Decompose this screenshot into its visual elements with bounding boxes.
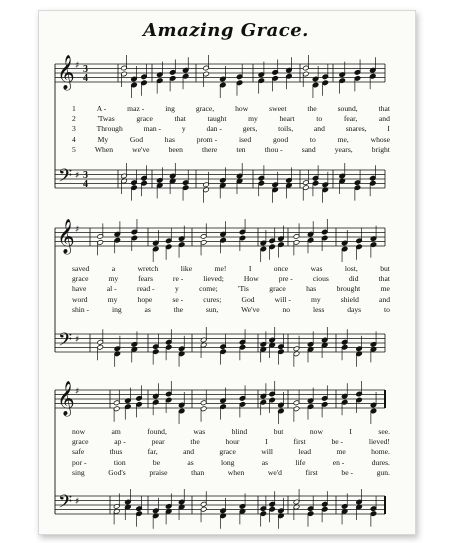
lyric-syllable: has [164, 134, 175, 144]
lyric-syllable: now [72, 427, 86, 436]
lyric-syllable: me! [214, 264, 227, 273]
time-signature: 3 [83, 170, 88, 181]
sharp-icon: ♯ [75, 225, 80, 235]
lyric-syllable: gun. [376, 467, 390, 477]
lyric-syllable: sing [72, 467, 85, 477]
lyric-syllable: life [295, 457, 306, 467]
lyric-syllable: have [72, 284, 87, 294]
lyric-syllable: the [190, 437, 200, 447]
lyric-syllable: ten [236, 144, 246, 154]
lyric-syllable: ap - [114, 437, 126, 447]
lyric-verse-line [72, 284, 390, 294]
lyric-syllable: grace, [195, 104, 215, 113]
bass-clef-icon: 𝄢 [58, 492, 73, 517]
lyric-syllable: now [309, 427, 323, 436]
lyric-syllable: a [111, 264, 116, 273]
lyric-syllable: sound, [337, 104, 358, 113]
time-signature: 3 [83, 64, 88, 75]
lyric-verse-line [72, 427, 390, 437]
lyric-syllable: God [129, 134, 143, 144]
lyric-syllable: and [379, 294, 390, 304]
lyric-syllable: cures; [203, 294, 222, 304]
lyric-syllable: My [97, 134, 109, 144]
lyric-syllable: we'd [267, 467, 282, 477]
lyric-syllable: safe [72, 447, 85, 457]
lyric-syllable: snares, [345, 124, 367, 134]
lyric-syllable: God [241, 294, 255, 304]
lyric-syllable: cious [312, 274, 329, 284]
lyric-syllable: be [152, 457, 161, 467]
sharp-icon: ♯ [75, 335, 80, 345]
lyric-syllable: dan - [206, 124, 222, 134]
lyric-syllable: to [316, 114, 323, 124]
lyric-syllable: my [107, 294, 118, 304]
lyric-syllable: 5 [72, 144, 76, 154]
lyric-syllable: and [378, 114, 390, 124]
lyric-syllable: we've [132, 144, 150, 154]
lyric-syllable: the [307, 104, 317, 113]
lyric-syllable: sun, [205, 304, 219, 314]
lyric-syllable: to [383, 304, 390, 314]
lyric-syllable: found, [147, 427, 167, 436]
lyric-syllable: to [309, 134, 316, 144]
lyric-syllable: as [261, 457, 269, 467]
lyrics-system-1 [72, 104, 390, 155]
lyric-syllable: first [305, 467, 318, 477]
lyric-syllable: will - [274, 294, 291, 304]
lyric-syllable: far, [147, 447, 158, 457]
lyric-syllable: hour [225, 437, 240, 447]
lyric-syllable: se - [172, 294, 184, 304]
lyric-syllable: 1 [72, 104, 76, 113]
lyric-syllable: long [220, 457, 235, 467]
sharp-icon: ♯ [75, 497, 80, 507]
lyric-verse-line [72, 295, 390, 305]
lyric-syllable: prom - [196, 134, 218, 144]
lyric-syllable: toils, [278, 124, 294, 134]
lyric-syllable: hope [137, 294, 153, 304]
lyric-syllable: but [380, 264, 390, 273]
lyric-verse-line [72, 145, 390, 155]
lyric-syllable: pear [151, 437, 165, 447]
lyric-syllable: when [227, 467, 245, 477]
lyric-syllable: years, [334, 144, 353, 154]
lyric-syllable: I [387, 124, 390, 134]
lyric-verse-line [72, 468, 390, 478]
sharp-icon: ♯ [75, 61, 80, 71]
lyric-syllable: me, [337, 134, 349, 144]
lyric-syllable: there [202, 144, 218, 154]
lyric-verse-line [72, 458, 390, 468]
lyric-verse-line [72, 135, 390, 145]
lyric-syllable: lieved; [203, 274, 224, 284]
lyric-syllable: as [144, 304, 151, 314]
lyric-syllable: less [312, 304, 325, 314]
lyric-syllable: the [173, 304, 183, 314]
lyric-syllable: and [313, 124, 325, 134]
lyric-syllable: dures. [371, 457, 390, 467]
lyric-syllable: lead [298, 447, 312, 457]
lyric-syllable: read - [137, 284, 155, 294]
lyric-syllable: good [272, 134, 289, 144]
lyric-syllable: once [273, 264, 289, 273]
lyric-syllable: I [248, 264, 252, 273]
lyric-syllable: tion [113, 457, 126, 467]
lyric-syllable: be - [331, 437, 344, 447]
lyric-syllable: as [187, 457, 194, 467]
lyric-syllable: 'Twas [97, 114, 115, 124]
lyric-syllable: am [111, 427, 121, 436]
lyric-syllable: thus [109, 447, 123, 457]
lyric-syllable: al - [106, 284, 117, 294]
lyric-syllable: word [72, 294, 88, 304]
lyric-syllable: but [273, 427, 284, 436]
lyric-syllable: days [347, 304, 362, 314]
lyric-syllable: pre - [278, 274, 293, 284]
lyric-syllable: was [193, 427, 206, 436]
lyric-syllable: my [310, 294, 321, 304]
lyric-syllable: y [174, 284, 179, 294]
lyric-syllable: por - [72, 457, 87, 467]
lyric-syllable: maz - [127, 104, 145, 113]
lyric-syllable: 3 [72, 124, 76, 134]
lyric-syllable: ised [238, 134, 252, 144]
bass-clef-icon: 𝄢 [58, 330, 73, 355]
lyric-syllable: Through [96, 124, 123, 134]
lyric-syllable: How [243, 274, 259, 284]
lyric-syllable: me [336, 447, 346, 457]
lyric-syllable: has [306, 284, 317, 294]
lyric-syllable: We've [241, 304, 260, 314]
lyric-syllable: that [378, 104, 390, 113]
lyric-syllable: see. [378, 427, 390, 436]
lyric-syllable: fear, [343, 114, 358, 124]
lyric-syllable: will [261, 447, 274, 457]
lyric-syllable: blind [231, 427, 248, 436]
lyric-verse-line [72, 437, 390, 447]
lyric-syllable: thou - [264, 144, 283, 154]
treble-clef-icon: 𝄞 [57, 55, 75, 90]
lyric-syllable: sand [301, 144, 316, 154]
sharp-icon: ♯ [75, 387, 80, 397]
lyric-syllable: sweet [269, 104, 287, 113]
lyric-syllable: no [282, 304, 291, 314]
lyric-syllable: gers, [242, 124, 258, 134]
lyric-syllable: grace [72, 437, 89, 447]
lyric-verse-line [72, 124, 390, 134]
lyric-syllable: come; [199, 284, 218, 294]
lyric-syllable: bright [371, 144, 390, 154]
lyric-syllable: lost, [344, 264, 358, 273]
lyric-verse-line [72, 264, 390, 274]
lyric-syllable: heart [279, 114, 295, 124]
lyric-syllable: 'Tis [238, 284, 249, 294]
lyric-syllable: I [265, 437, 268, 447]
lyric-syllable: saved [72, 264, 90, 273]
lyric-syllable: taught [207, 114, 227, 124]
lyric-syllable: re - [172, 274, 184, 284]
lyric-syllable: fears [138, 274, 153, 284]
lyric-verse-line [72, 104, 390, 114]
lyric-syllable: y [181, 124, 186, 134]
lyric-syllable: been [168, 144, 183, 154]
lyric-syllable: first [293, 437, 306, 447]
lyric-syllable: was [310, 264, 323, 273]
lyric-syllable: 4 [72, 134, 76, 144]
lyric-syllable: that [174, 114, 186, 124]
lyric-syllable: how [235, 104, 249, 113]
treble-clef-icon: 𝄞 [57, 381, 75, 416]
lyric-syllable: lieved! [368, 437, 390, 447]
time-signature: 4 [83, 73, 88, 84]
lyric-syllable: ing [165, 104, 175, 113]
lyric-syllable: whose [370, 134, 390, 144]
lyric-syllable: en - [332, 457, 345, 467]
sharp-icon: ♯ [75, 171, 80, 181]
lyric-syllable: grace [269, 284, 286, 294]
lyric-verse-line [72, 114, 390, 124]
lyric-syllable: shin - [72, 304, 90, 314]
lyric-syllable: ing [111, 304, 122, 314]
lyric-syllable: did [348, 274, 359, 284]
lyric-syllable: God's [108, 467, 126, 477]
lyric-syllable: than [191, 467, 205, 477]
lyric-syllable: A - [96, 104, 107, 113]
lyric-syllable: praise [149, 467, 168, 477]
lyric-verse-line [72, 305, 390, 315]
lyric-syllable: home. [371, 447, 390, 457]
lyric-verse-line [72, 274, 390, 284]
bass-clef-icon: 𝄢 [58, 166, 73, 191]
lyric-syllable: my [248, 114, 258, 124]
lyric-syllable: 2 [72, 114, 76, 124]
lyric-syllable: grace [72, 274, 89, 284]
lyric-verse-line [72, 447, 390, 457]
lyric-syllable: me [380, 284, 390, 294]
hymn-title: Amazing Grace. [143, 20, 309, 41]
lyric-syllable: When [94, 144, 114, 154]
lyric-syllable: man - [143, 124, 162, 134]
lyric-syllable: like [180, 264, 193, 273]
lyric-syllable: brought [336, 284, 361, 294]
lyric-syllable: grace [136, 114, 153, 124]
lyric-syllable: grace [219, 447, 236, 457]
lyric-syllable: and [183, 447, 195, 457]
lyrics-system-2 [72, 264, 390, 315]
time-signature: 4 [83, 179, 88, 190]
lyrics-system-3 [72, 427, 390, 478]
lyric-syllable: I [349, 427, 352, 436]
lyric-syllable: that [378, 274, 390, 284]
lyric-syllable: be - [341, 467, 353, 477]
treble-clef-icon: 𝄞 [57, 219, 75, 254]
lyric-syllable: my [108, 274, 119, 284]
lyric-syllable: shield [340, 294, 359, 304]
lyric-syllable: wretch [137, 264, 159, 273]
